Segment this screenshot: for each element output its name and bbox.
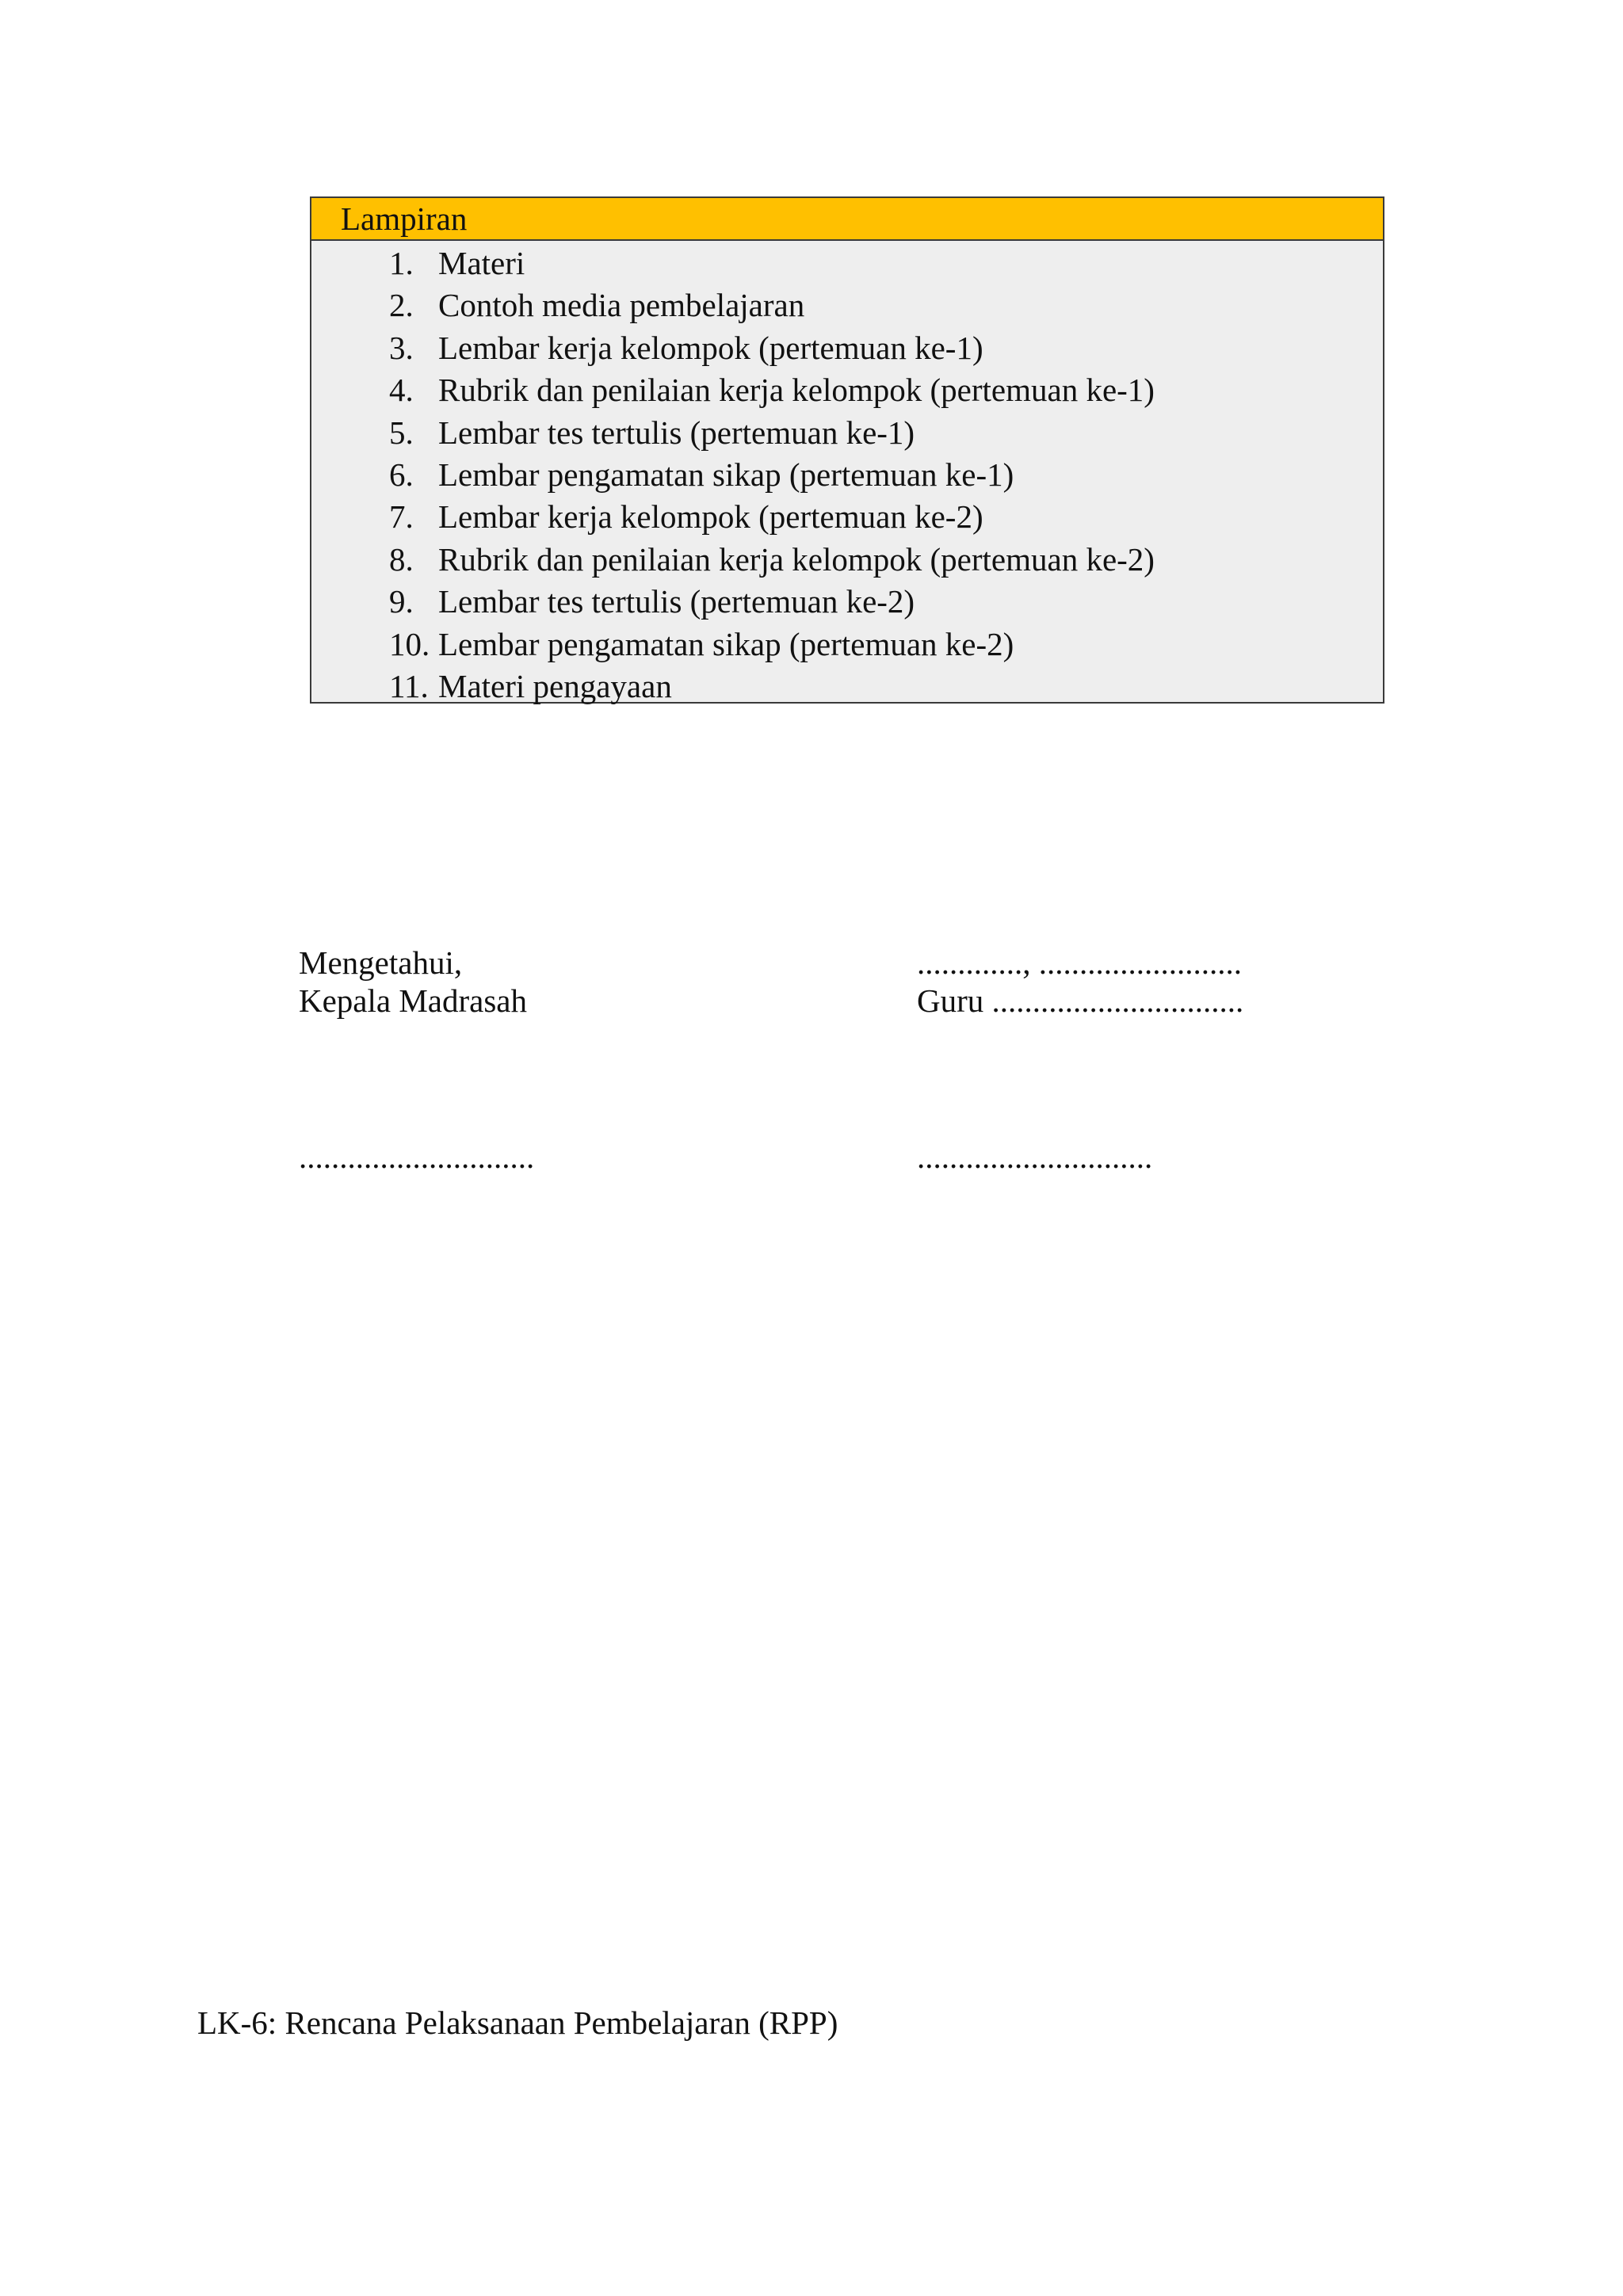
list-item-text: Lembar tes tertulis (pertemuan ke-1) [438, 414, 915, 451]
list-item-text: Materi pengayaan [438, 667, 672, 704]
signature-right-line1: ............., ......................... [917, 944, 1242, 981]
list-item-number: 4. [389, 372, 414, 409]
list-item-text: Lembar pengamatan sikap (pertemuan ke-1) [438, 456, 1014, 493]
list-item-text: Lembar kerja kelompok (pertemuan ke-1) [438, 329, 983, 366]
list-item-number: 10. [389, 625, 430, 662]
signature-left-line1: Mengetahui, [299, 944, 463, 981]
list-item [311, 539, 1383, 581]
list-item-text: Lembar tes tertulis (pertemuan ke-2) [438, 583, 915, 620]
list-item [311, 454, 1383, 496]
list-item-text: Lembar kerja kelompok (pertemuan ke-2) [438, 498, 983, 536]
list-item [311, 284, 1383, 326]
lampiran-box [310, 196, 1384, 704]
list-item-number: 11. [389, 667, 429, 704]
list-item-number: 3. [389, 329, 414, 366]
list-item-number: 6. [389, 456, 414, 493]
list-item [311, 624, 1383, 666]
list-item-number: 9. [389, 583, 414, 620]
list-item-text: Contoh media pembelajaran [438, 287, 805, 324]
list-item [311, 581, 1383, 623]
signature-left-name: ............................. [299, 1138, 535, 1175]
list-item [311, 496, 1383, 538]
list-item-text: Rubrik dan penilaian kerja kelompok (pertemuan ke-1) [438, 372, 1155, 409]
lampiran-list [311, 241, 1383, 707]
page-footer: LK-6: Rencana Pelaksanaan Pembelajaran (RPP) [197, 2004, 838, 2041]
list-item-number: 5. [389, 414, 414, 451]
list-item-text: Materi [438, 245, 525, 281]
list-item-number: 8. [389, 540, 414, 578]
list-item [311, 327, 1383, 369]
list-item-number: 1. [389, 245, 414, 281]
list-item [311, 412, 1383, 454]
signature-left-line2: Kepala Madrasah [299, 982, 528, 1019]
list-item-number: 7. [389, 498, 414, 536]
signature-right-line2: Guru ............................... [917, 982, 1244, 1019]
list-item-text: Lembar pengamatan sikap (pertemuan ke-2) [438, 625, 1014, 662]
lampiran-title: Lampiran [311, 198, 1383, 241]
list-item-text: Rubrik dan penilaian kerja kelompok (pertemuan ke-2) [438, 540, 1155, 578]
list-item-number: 2. [389, 287, 414, 324]
list-item [311, 242, 1383, 284]
list-item [311, 666, 1383, 707]
list-item [311, 369, 1383, 411]
signature-right-name: ............................. [917, 1138, 1153, 1175]
